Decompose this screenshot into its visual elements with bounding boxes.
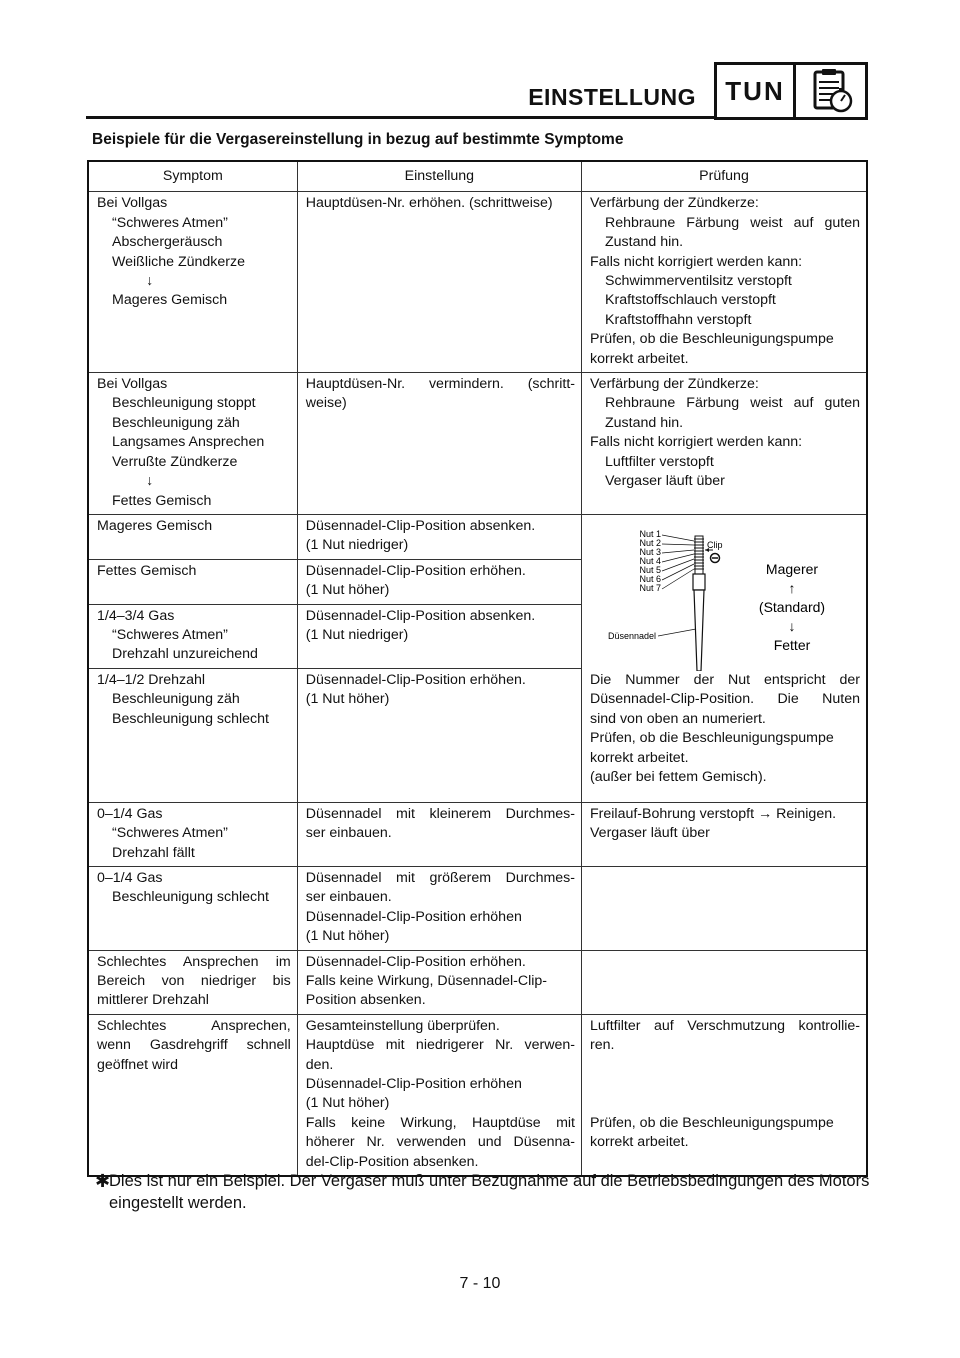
symptom-line: 0–1/4 Gas (97, 869, 163, 886)
pruefung-cell-needle-diagram (582, 514, 868, 802)
pruefung-cell (582, 373, 868, 515)
einstellung-cell (297, 192, 581, 373)
footnote-text: Dies ist nur ein Beispiel. Der Vergaser muß unter Bezugnahme auf die Betriebsbedingungen des Motors eingestellt werden. (109, 1172, 870, 1212)
einstellung-cell (297, 802, 581, 866)
einstellung-line: Düsennadel mit größerem Durchmes- (305, 869, 575, 886)
pruefung-line: ren. (590, 1037, 615, 1054)
footnote (95, 1170, 870, 1214)
einstellung-cell (297, 668, 581, 802)
page-header (86, 58, 868, 122)
pruefung-line: Prüfen, ob die Beschleunigungspumpe (590, 730, 834, 747)
pruefung-cell (582, 1014, 868, 1176)
section-badge (714, 62, 868, 120)
pruefung-line: Zustand hin. (605, 234, 684, 251)
pruefung-line: Freilauf-Bohrung verstopft → Reinigen. (590, 805, 837, 822)
symptom-line: Fettes Gemisch (97, 562, 197, 579)
symptom-cell (88, 559, 297, 604)
einstellung-line: (1 Nut höher) (305, 691, 390, 708)
einstellung-line: Düsennadel-Clip-Position absenken. (305, 607, 536, 624)
nut-label: Nut 2 (639, 537, 661, 548)
einstellung-cell (297, 514, 581, 559)
symptom-line: Bereich von niedriger bis (97, 973, 291, 989)
pruefung-line: Falls nicht korrigiert werden kann: (590, 253, 803, 270)
symptom-line: Langsames Ansprechen (112, 434, 265, 451)
pruefung-line: Luftfilter verstopft (605, 453, 714, 470)
einstellung-line: (1 Nut niedriger) (305, 626, 409, 643)
pruefung-line: sind von oben an numeriert. (590, 710, 766, 727)
pruefung-line: Kraftstoffhahn verstopft (605, 311, 752, 328)
einstellung-line: (1 Nut niedriger) (305, 537, 409, 554)
einstellung-line: (1 Nut höher) (305, 928, 390, 945)
symptom-line: Beschleunigung stoppt (112, 395, 256, 412)
pruefung-line: korrekt arbeitet. (590, 350, 689, 367)
result-arrow: ↓ (146, 273, 154, 290)
symptom-line: Bei Vollgas (97, 376, 168, 393)
table-header-row (88, 161, 867, 192)
einstellung-line: Hauptdüse mit niedrigerer Nr. verwen- (305, 1037, 575, 1054)
fetter-label: Fetter (773, 636, 811, 653)
symptom-line: Schlechtes Ansprechen im (97, 953, 291, 970)
symptom-cell (88, 802, 297, 866)
table-row (88, 192, 867, 373)
einstellung-cell (297, 866, 581, 950)
column-header-einstellung: Einstellung (297, 161, 581, 192)
nut-label: Nut 3 (639, 546, 661, 557)
pruefung-line: Die Nummer der Nut entspricht der (590, 671, 860, 688)
pruefung-cell (582, 802, 868, 866)
einstellung-line: Falls keine Wirkung, Düsennadel-Clip- (305, 973, 548, 989)
symptom-line: Weißliche Zündkerze (112, 253, 245, 270)
table-row (88, 866, 867, 950)
symptom-line: Beschleunigung zäh (112, 691, 240, 708)
symptom-line: Beschleunigung schlecht (112, 889, 269, 906)
magerer-label: Magerer (765, 560, 819, 577)
section-title: EINSTELLUNG (528, 84, 696, 110)
pruefung-line: Prüfen, ob die Beschleunigungspumpe (590, 1114, 834, 1131)
pruefung-cell (582, 950, 868, 1014)
pruefung-line: Rehbraune Färbung weist auf guten (605, 214, 860, 231)
clipboard-stopwatch-icon (796, 65, 865, 117)
symptom-line: Drehzahl fällt (112, 844, 195, 861)
einstellung-line: Düsennadel-Clip-Position erhöhen (305, 908, 522, 925)
symptom-line: Drehzahl unzureichend (112, 646, 258, 663)
jet-needle-drawing (693, 536, 720, 671)
symptom-line: Schlechtes Ansprechen, (97, 1017, 291, 1034)
einstellung-line: Düsennadel-Clip-Position erhöhen. (305, 671, 526, 688)
pruefung-line: Falls nicht korrigiert werden kann: (590, 434, 803, 451)
symptom-line: 0–1/4 Gas (97, 805, 163, 822)
pruefung-cell (582, 192, 868, 373)
symptom-line: “Schweres Atmen” (112, 626, 228, 643)
table-row (88, 514, 867, 559)
nut-label: Nut 6 (639, 573, 661, 584)
arrow-up-icon: ↑ (788, 579, 796, 596)
pruefung-line: Kraftstoffschlauch verstopft (605, 292, 776, 309)
symptom-cell (88, 950, 297, 1014)
symptom-line: wenn Gasdrehgriff schnell (97, 1037, 291, 1054)
pruefung-line: Zustand hin. (605, 414, 684, 431)
symptom-line: Bei Vollgas (97, 195, 168, 212)
symptom-line: Verrußte Zündkerze (112, 453, 238, 470)
einstellung-line: Düsennadel-Clip-Position erhöhen. (305, 953, 526, 970)
einstellung-line: Falls keine Wirkung, Hauptdüse mit (305, 1114, 575, 1131)
einstellung-line: ser einbauen. (305, 889, 392, 906)
nut-label: Nut 4 (639, 555, 661, 566)
einstellung-cell (297, 559, 581, 604)
pruefung-line: (außer bei fettem Gemisch). (590, 768, 767, 785)
symptom-line: geöffnet wird (97, 1056, 178, 1073)
symptom-line: Beschleunigung schlecht (112, 710, 269, 727)
header-rule (86, 116, 714, 119)
symptom-line: 1/4–1/2 Drehzahl (97, 671, 206, 688)
pruefung-line: Vergaser läuft über (605, 473, 725, 490)
einstellung-line: Düsennadel-Clip-Position absenken. (305, 517, 536, 534)
asterisk-icon: ✱ (95, 1171, 111, 1191)
arrow-down-icon: ↓ (788, 617, 796, 634)
einstellung-line: Position absenken. (305, 992, 426, 1009)
einstellung-line: Hauptdüsen-Nr. erhöhen. (schrittweise) (305, 195, 553, 212)
symptom-line: “Schweres Atmen” (112, 214, 228, 231)
clip-label: Clip (707, 539, 723, 550)
pruefung-line: Vergaser läuft über (590, 825, 710, 842)
einstellung-cell (297, 1014, 581, 1176)
symptom-cell (88, 668, 297, 802)
table-row (88, 802, 867, 866)
symptom-line: Beschleunigung zäh (112, 414, 240, 431)
symptom-line: mittlerer Drehzahl (97, 992, 209, 1009)
table-row (88, 1014, 867, 1176)
pruefung-line: Düsennadel-Clip-Position. Die Nuten (590, 691, 860, 708)
einstellung-line: (1 Nut höher) (305, 582, 390, 599)
column-header-pruefung: Prüfung (582, 161, 868, 192)
pruefung-line: Verfärbung der Zündkerze: (590, 195, 759, 212)
einstellung-line: Düsennadel-Clip-Position erhöhen (305, 1076, 522, 1093)
symptom-cell (88, 1014, 297, 1176)
result-arrow: ↓ (146, 473, 154, 490)
standard-label: (Standard) (758, 598, 826, 615)
symptom-line: “Schweres Atmen” (112, 825, 228, 842)
symptom-cell (88, 373, 297, 515)
pruefung-line: Luftfilter auf Verschmutzung kontrollie- (590, 1017, 860, 1034)
page-number: 7 - 10 (459, 1275, 501, 1292)
carburetor-symptom-table (87, 160, 868, 1177)
symptom-cell (88, 514, 297, 559)
table-row (88, 950, 867, 1014)
pruefung-line: Verfärbung der Zündkerze: (590, 376, 759, 393)
nut-label: Nut 1 (639, 528, 661, 539)
einstellung-line: Gesamteinstellung überprüfen. (305, 1017, 500, 1034)
symptom-cell (88, 866, 297, 950)
einstellung-line: den. (305, 1056, 334, 1073)
symptom-line: Abschergeräusch (112, 234, 223, 251)
page-subtitle: Beispiele für die Vergasereinstellung in bezug auf bestimmte Symptome (92, 131, 624, 148)
section-code: TUN (717, 65, 796, 117)
symptom-line: Fettes Gemisch (112, 492, 212, 509)
jet-needle-diagram (590, 521, 860, 671)
einstellung-line: del-Clip-Position absenken. (305, 1153, 479, 1170)
einstellung-line: Düsennadel mit kleinerem Durchmes- (305, 805, 575, 822)
pruefung-line: korrekt arbeitet. (590, 749, 689, 766)
pruefung-line: Schwimmerventilsitz verstopft (605, 273, 792, 290)
pruefung-line: korrekt arbeitet. (590, 1134, 689, 1151)
pruefung-cell (582, 866, 868, 950)
einstellung-cell (297, 604, 581, 668)
einstellung-line: Düsennadel-Clip-Position erhöhen. (305, 562, 526, 579)
symptom-line: Mageres Gemisch (112, 292, 228, 309)
table-row (88, 373, 867, 515)
einstellung-line: weise) (305, 395, 347, 412)
column-header-symptom: Symptom (88, 161, 297, 192)
einstellung-cell (297, 373, 581, 515)
einstellung-line: ser einbauen. (305, 825, 392, 842)
nut-label: Nut 5 (639, 564, 661, 575)
einstellung-line: höherer Nr. verwenden und Düsenna- (305, 1134, 575, 1151)
pruefung-line: Rehbraune Färbung weist auf guten (605, 395, 860, 412)
pruefung-line: Prüfen, ob die Beschleunigungspumpe (590, 331, 834, 348)
einstellung-line: (1 Nut höher) (305, 1095, 390, 1112)
symptom-line: 1/4–3/4 Gas (97, 607, 175, 624)
einstellung-cell (297, 950, 581, 1014)
symptom-cell (88, 192, 297, 373)
nut-label: Nut 7 (639, 582, 661, 593)
needle-label: Düsennadel (607, 630, 656, 641)
symptom-cell (88, 604, 297, 668)
symptom-line: Mageres Gemisch (97, 517, 213, 534)
einstellung-line: Hauptdüsen-Nr. vermindern. (schritt- (305, 376, 575, 393)
